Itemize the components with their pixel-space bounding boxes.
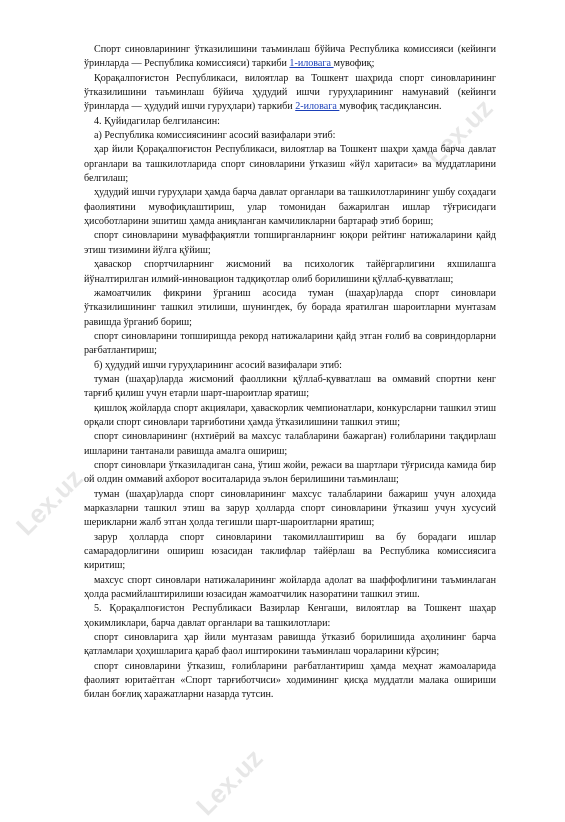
paragraph: 5. Қорақалпоғистон Республикаси Вазирлар Кенгаши, вилоятлар ва Тошкент шаҳар ҳокимликлари, барча давлат органлари ва ташкилотлари: xyxy=(84,603,496,629)
paragraph: б) ҳудудий ишчи гуруҳларининг асосий вазифалари этиб: xyxy=(94,359,342,371)
paragraph: спорт синовларини муваффақиятли топширганларнинг юқори рейтинг натижаларини қайд этиш тизимини йўлга қўйиш; xyxy=(84,230,496,256)
watermark-bottom: Lex.uz xyxy=(190,742,269,822)
document-body xyxy=(84,43,496,703)
watermark-right: Lex.uz xyxy=(420,92,499,172)
paragraph: а) Республика комиссиясининг асосий вазифалари этиб: xyxy=(94,130,336,142)
watermark-left: Lex.uz xyxy=(10,462,89,542)
paragraph: туман (шаҳар)ларда жисмоний фаолликни қўллаб-қувватлаш ва оммавий спортни кенг тарғиб қилиш учун етарли шарт-шароитлар яратиш; xyxy=(84,373,496,400)
appendix-2-link[interactable]: 2-иловага xyxy=(295,101,340,113)
paragraph: қишлоқ жойларда спорт акциялари, ҳаваскорлик чемпионатлари, конкурсларни ташкил этиш орқали спорт синовлари тарғиботини ҳамда ўтказилишини ташкил этиш; xyxy=(84,402,496,428)
paragraph-working-groups-composition: Қорақалпоғистон Республикаси, вилоятлар ва Тошкент шаҳрида спорт синовларининг ўтказилишини таъминлаш бўйича ҳудудий ишчи гуруҳларининг намунавий (кейинги ўринларда — ҳудудий ишчи гуруҳлари) таркиби 2-иловага мувофиқ тасдиқлансин. xyxy=(84,72,496,113)
paragraph: 4. Қуйидагилар белгилансин: xyxy=(94,115,220,127)
paragraph: спорт синовларининг (нхтиёрий ва махсус талабларини бажарган) ғолибларини тақдирлаш ишларини тантанали равишда амалга ошириш; xyxy=(84,431,496,457)
appendix-1-link[interactable]: 1-иловага xyxy=(289,58,334,70)
paragraph: спорт синовларини топширишда рекорд натижаларини қайд этган ғолиб ва совриндорларни рағбатлантириш; xyxy=(84,330,496,357)
paragraph: махсус спорт синовлари натижаларининг жойларда адолат ва шаффофлигини таъминлаган ҳолда расмийлаштирилиши юзасидан жамоатчилик назоратини ташкил этиш. xyxy=(84,574,496,601)
paragraph: ҳаваскор спортчиларнинг жисмоний ва психологик тайёргарлигини яхшилашга йўналтирилган илмий-инновацион тадқиқотлар олиб борилишини қўллаб-қувватлаш; xyxy=(84,259,496,285)
paragraph: ҳудудий ишчи гуруҳлари ҳамда барча давлат органлари ва ташкилотларининг ушбу соҳадаги фаолиятини мувофиқлаштириш, улар томонидан бажарилган ишлар тўғрисидаги ҳисоботларини эшитиш ҳамда аниқланган камчиликларни бартараф этиб бориш; xyxy=(84,187,496,228)
paragraph: спорт синовлари ўтказиладиган сана, ўтиш жойи, режаси ва шартлари тўғрисида камида бир ой олдин оммавий ахборот воситаларида эълон берилишини таъминлаш; xyxy=(84,459,496,486)
paragraph: туман (шаҳар)ларда спорт синовларининг махсус талабларини бажариш учун алоҳида марказларни ташкил этиш ва зарур ҳолларда спорт синовларини ўтказиш учун хусусий шерикларни жалб этган ҳолда тегишли шарт-шароитларни яратиш; xyxy=(84,488,496,529)
paragraph: спорт синовларини ўтказиш, ғолибларини рағбатлантириш ҳамда меҳнат жамоаларида фаолият юритаётган «Спорт тарғиботчиси» ходимининг қисқа муддатли малака ошириши билан боғлиқ харажатларни назарда тутсин. xyxy=(84,660,496,701)
paragraph: ҳар йили Қорақалпоғистон Республикаси, вилоятлар ва Тошкент шаҳри ҳамда барча давлат органлари ва ташкилотларида спорт синовларини ўтказиш «йўл харитаси» ва муддатларини белгилаш; xyxy=(84,144,496,185)
paragraph: спорт синовларига ҳар йили мунтазам равишда ўтказиб борилишида аҳолининг барча қатламлари ҳоҳишларига қараб фаол иштирокини таъминлаш чораларини кўрсин; xyxy=(84,632,496,658)
paragraph-commission-composition: Спорт синовларининг ўтказилишини таъминлаш бўйича Республика комиссияси (кейинги ўринларда — Республика комиссияси) таркиби 1-иловага мувофиқ; xyxy=(84,44,496,70)
paragraph: зарур ҳолларда спорт синовларини такомиллаштириш ва бу борадаги ишлар самарадорлигини ошириш юзасидан таклифлар тайёрлаш ва Республика комиссиясига киритиш; xyxy=(84,531,496,572)
paragraph: жамоатчилик фикрини ўрганиш асосида туман (шаҳар)ларда спорт синовлари ўтказилишининг ташкил этилиши, шунингдек, бу борада яратилган шароитларни мунтазам равишда ўрганиб бориш; xyxy=(84,287,496,328)
